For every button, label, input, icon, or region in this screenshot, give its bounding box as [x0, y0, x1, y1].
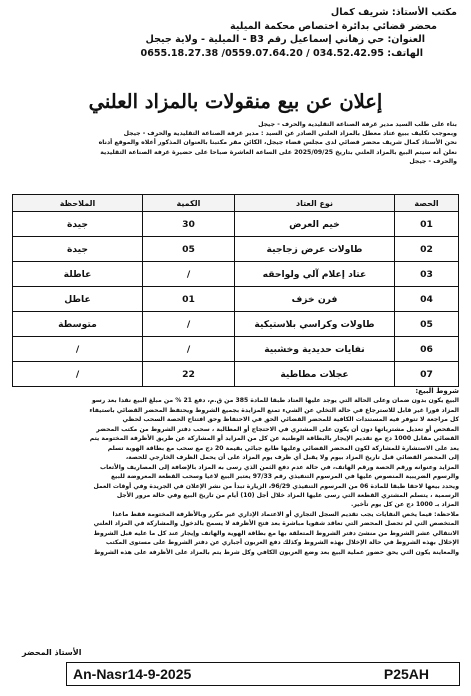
cell-note: جيدة — [13, 237, 143, 262]
condition-line: المزاد بـ 1000 دج عن كل يوم تأخير. — [351, 501, 459, 509]
publication-code: P25AH — [383, 666, 429, 682]
cell-item-type: فرن خزف — [235, 287, 395, 312]
office-role: محضر قضائي بدائرة اختصاص محكمة الميلية — [230, 20, 437, 32]
table-row — [13, 237, 459, 262]
table-row — [13, 212, 459, 237]
office-address: العنوان: حي زهاني إسماعيل رقم B3 - الميلية - ولاية جيجل — [145, 34, 425, 46]
page-title: إعلان عن بيع منقولات بالمزاد العلني — [88, 90, 383, 113]
cell-lot: 04 — [395, 287, 459, 312]
condition-line: الإخلال بهذه الشروط في حالة الإخلال بهذه الشروط وكذلك دفع العربون أجباري عن دفتر الشروط على مستوى المكتب — [105, 539, 459, 547]
intro-paragraph — [13, 120, 457, 166]
condition-line: والرسوم الضريبية المنصوص عليها في المرسوم التنفيذي رقم 97/33 يعتبر البيع لاغيا وسحب القطعة المعروضة للبيع — [110, 473, 459, 481]
cell-item-type: طاولات وكراسي بلاستيكية — [235, 312, 395, 337]
sale-conditions — [13, 387, 459, 557]
publication-footer — [66, 662, 460, 686]
condition-line: المزايد وعنوانه ورقم الحصة ورقم الهاتف، في حالة عدم دفع الثمن الذي رسى به المزاد بالإضافة إلى المصاريف والأتعاب — [100, 463, 459, 471]
condition-line: الانتقالي عشر الشروط من منشئ دفتر الشروط المتعلقة بها مع بطاقة الهوية والهاتف وإيجار عند كل ما عليه قبل الشروط — [93, 529, 459, 537]
cell-lot: 02 — [395, 237, 459, 262]
cell-quantity: / — [143, 312, 235, 337]
cell-item-type: عتاد إعلام آلي ولواحقه — [235, 262, 395, 287]
cell-item-type: نفايات حديدية وخشبية — [235, 337, 395, 362]
table-row — [13, 312, 459, 337]
table-row — [13, 362, 459, 387]
cell-quantity: 22 — [143, 362, 235, 387]
condition-line: إلى المحضر القضائي قبل تاريخ المزاد بيوم ولا يقبل أي ظرف يوم المزاد على أن يحمل الظرف الخارجي للحصة، — [125, 454, 459, 462]
condition-line: الرسمية ، يتسلم المشتري القطعة التي رسى عليها المزاد خلال أجل (10) أيام من تاريخ البيع وفي حالة مرور الأجل — [116, 491, 459, 499]
publication-reference: An-Nasr14-9-2025 — [73, 666, 192, 682]
header-quantity: الكمية — [143, 195, 235, 212]
condition-line: والمعاينة يكون التي يحق حضور عملية البيع بعد وضع العربون الكافي وكل شرط يتم بالمزاد على الأظرفة على هذه الشروط — [93, 548, 459, 556]
conditions-title: شروط البيع: — [415, 387, 459, 395]
condition-line: المزاد فورا غير قابل للاسترجاع في حالة التخلي عن الشيء تمنع المزايدة بجميع الشروط ويحتفظ المحضر القضائي باستيفاء — [89, 406, 459, 414]
signature-label: الأستاذ المحضر — [22, 648, 82, 657]
cell-note: عاطلة — [13, 262, 143, 287]
condition-line: القضائي مقابل 1000 دج مع تقديم الإيجار بالبطاقة الوطنية عن كل من المزايد أو المشاركة عن طريق الأظرفة المختومة يتم — [89, 435, 459, 443]
cell-note: / — [13, 362, 143, 387]
header-lot: الحصة — [395, 195, 459, 212]
intro-line: والحرف - جيجل — [409, 157, 457, 165]
cell-lot: 06 — [395, 337, 459, 362]
table-header-row — [13, 195, 459, 212]
cell-quantity: / — [143, 262, 235, 287]
condition-line: المفحص أو تعديل مشترياتها دون أن يكون على المشتري في الاحتجاج أو المطالبة ، سحب دفتر الشروط من مكتب المحضر — [96, 425, 459, 433]
cell-note: جيدة — [13, 212, 143, 237]
cell-item-type: طاولات عرض زجاجية — [235, 237, 395, 262]
table-row — [13, 262, 459, 287]
intro-line: نحن الأستاذ كمال شريف محضر قضائي لدى مجلس قضاء جيجل، الكائن مقر مكتبنا بالعنوان المذكور أعلاه والموقع أدناه — [98, 139, 457, 147]
cell-lot: 07 — [395, 362, 459, 387]
cell-note: عاطل — [13, 287, 143, 312]
table-row — [13, 337, 459, 362]
cell-lot: 03 — [395, 262, 459, 287]
office-header — [17, 6, 457, 60]
condition-line: ويحدد بيعها لاحقا طبقا للمادة 06 من المرسوم التنفيذي 96/29، الزيارة تبدأ من نشر الإعلان في الجريدة وفي أوقات العمل — [93, 482, 459, 490]
table-row — [13, 287, 459, 312]
cell-lot: 01 — [395, 212, 459, 237]
intro-line: بناء على طلب السيد مدير غرفة الصناعة التقليدية والحرف - جيجل — [258, 121, 457, 128]
header-note: الملاحظة — [13, 195, 143, 212]
office-name: مكتب الأستاذ: شريف كمال — [330, 7, 457, 18]
cell-quantity: 05 — [143, 237, 235, 262]
items-table — [12, 194, 459, 387]
cell-lot: 05 — [395, 312, 459, 337]
cell-note: متوسطة — [13, 312, 143, 337]
condition-line: بعد على الاستشارة للمشاركة لكون المحضر القضائي وعليها طابع جبائي بقيمة 20 دج مع سحب مع بطاقة الهوية تسلم — [107, 444, 459, 452]
office-phone: الهاتف: 034.52.42.95 / 0559.07.64.20/ 0655.18.27.38 — [140, 47, 423, 59]
cell-quantity: 30 — [143, 212, 235, 237]
cell-item-type: عجلات مطاطية — [235, 362, 395, 387]
condition-line: المتخصص التي لم تحصل المحضر التي تعاقد شفويا مباشرة بعد فتح الأظرفة لا يسمح بالدخول والمشاركة في المزاد العلني — [93, 520, 459, 528]
cell-note: / — [13, 337, 143, 362]
cell-item-type: خيم العرض — [235, 212, 395, 237]
condition-line: ملاحظة: فيما يخص النفايات يجب تقديم السجل التجاري أو الاعتماد الإداري غير مكرر وبالأظرفة المختومة فقط ماعدا — [112, 510, 459, 518]
condition-line: البيع يكون بدون ضمان وعلى الحالة التي يوجد عليها العتاد طبقا للمادة 385 من ق.م، دفع 21 % من مبلغ البيع نقدا بعد رسو — [91, 397, 459, 405]
header-item-type: نوع العتاد — [235, 195, 395, 212]
cell-quantity: 01 — [143, 287, 235, 312]
condition-line: كل مراجعة لا تتوفر فيه المستندات الكافية للمحضر القضائي الحق في الاحتفاظ وحق افتتاح الحصة السحب لحظي — [122, 416, 459, 424]
intro-line: نعلن أنه سيتم البيع بالمزاد العلني بتاريخ 2025/09/25 على الساعة العاشرة صباحا على حضيرة غرفة الصناعة التقليدية — [100, 148, 457, 156]
intro-line: وبموجب تكليف ببيع عتاد معطل بالمزاد العلني الصادر عن السيد : مدير غرفة الصناعة التقليدية والحرف - جيجل — [123, 130, 457, 138]
cell-quantity: / — [143, 337, 235, 362]
